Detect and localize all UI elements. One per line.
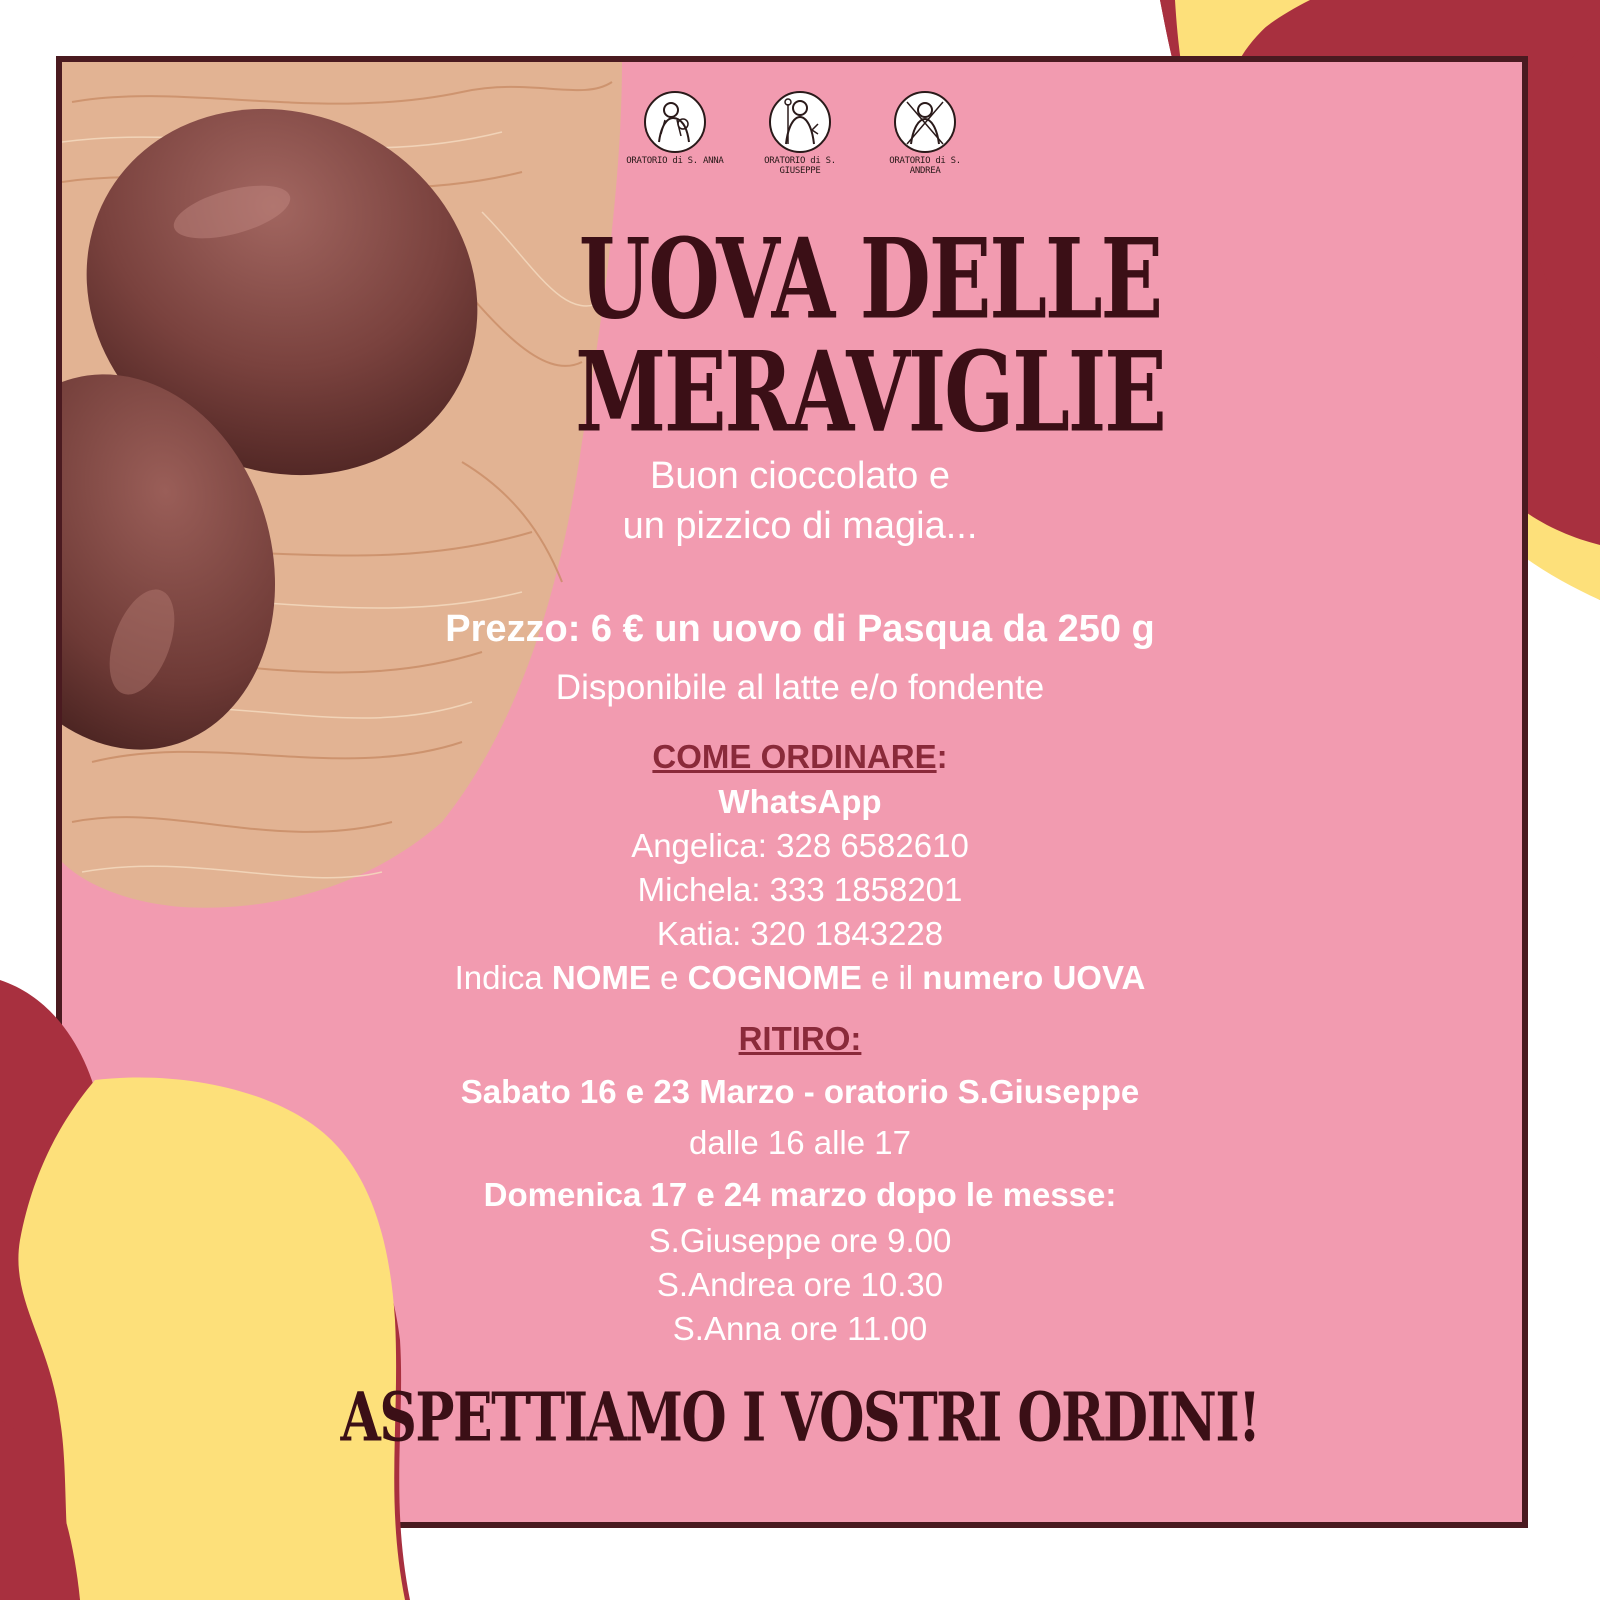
- instructions-egg-count: numero UOVA: [922, 959, 1146, 996]
- title-line-1: UOVA DELLE: [578, 215, 1162, 345]
- order-heading-label: COME ORDINARE: [652, 738, 937, 775]
- saint-andrew-emblem-icon: [893, 90, 957, 154]
- logo-caption: ORATORIO di S. GIUSEPPE: [764, 156, 836, 176]
- saint-anna-emblem-icon: [643, 90, 707, 154]
- logo-caption: ORATORIO di S. ANNA: [626, 156, 724, 166]
- logo-oratorio-san-giuseppe: [750, 90, 850, 176]
- order-heading: [0, 738, 1600, 776]
- mass-san-giuseppe: S.Giuseppe ore 9.00: [648, 1222, 952, 1259]
- instructions-name: NOME: [551, 959, 651, 996]
- order-channel: WhatsApp: [718, 783, 882, 820]
- order-instructions: [0, 959, 1600, 997]
- contact-katia: Katia: 320 1843228: [656, 915, 944, 952]
- pickup-saturday: Sabato 16 e 23 Marzo - oratorio S.Giuseppe: [460, 1073, 1140, 1110]
- logo-oratorio-sant-andrea: [875, 90, 975, 176]
- call-to-action: ASPETTIAMO I VOSTRI ORDINI!: [340, 1378, 1260, 1458]
- pickup-heading-label: RITIRO:: [738, 1020, 862, 1057]
- mass-sant-andrea: S.Andrea ore 10.30: [656, 1266, 944, 1303]
- price-text: Prezzo: 6 € un uovo di Pasqua da 250 g: [445, 608, 1155, 650]
- pickup-heading: [0, 1020, 1600, 1058]
- contact-angelica: Angelica: 328 6582610: [631, 827, 969, 864]
- instructions-part: e il: [861, 959, 923, 996]
- logo-oratorio-santa-anna: [625, 90, 725, 166]
- pickup-sunday: Domenica 17 e 24 marzo dopo le messe:: [483, 1176, 1117, 1213]
- mass-santa-anna: S.Anna ore 11.00: [672, 1310, 928, 1347]
- saint-joseph-emblem-icon: [768, 90, 832, 154]
- subtitle-line-1: Buon cioccolato e: [650, 455, 950, 497]
- subtitle-line-2: un pizzico di magia...: [622, 505, 978, 547]
- instructions-part: Indica: [454, 959, 552, 996]
- logo-caption: ORATORIO di S. ANDREA: [889, 156, 961, 176]
- order-heading-colon: :: [936, 738, 948, 775]
- availability-text: Disponibile al latte e/o fondente: [555, 668, 1045, 707]
- oratorio-logos: [0, 90, 1600, 176]
- contact-michela: Michela: 333 1858201: [637, 871, 963, 908]
- title-line-2: MERAVIGLIE: [575, 328, 1165, 458]
- instructions-surname: COGNOME: [687, 959, 862, 996]
- instructions-part: e: [650, 959, 688, 996]
- pickup-saturday-time: dalle 16 alle 17: [688, 1124, 911, 1161]
